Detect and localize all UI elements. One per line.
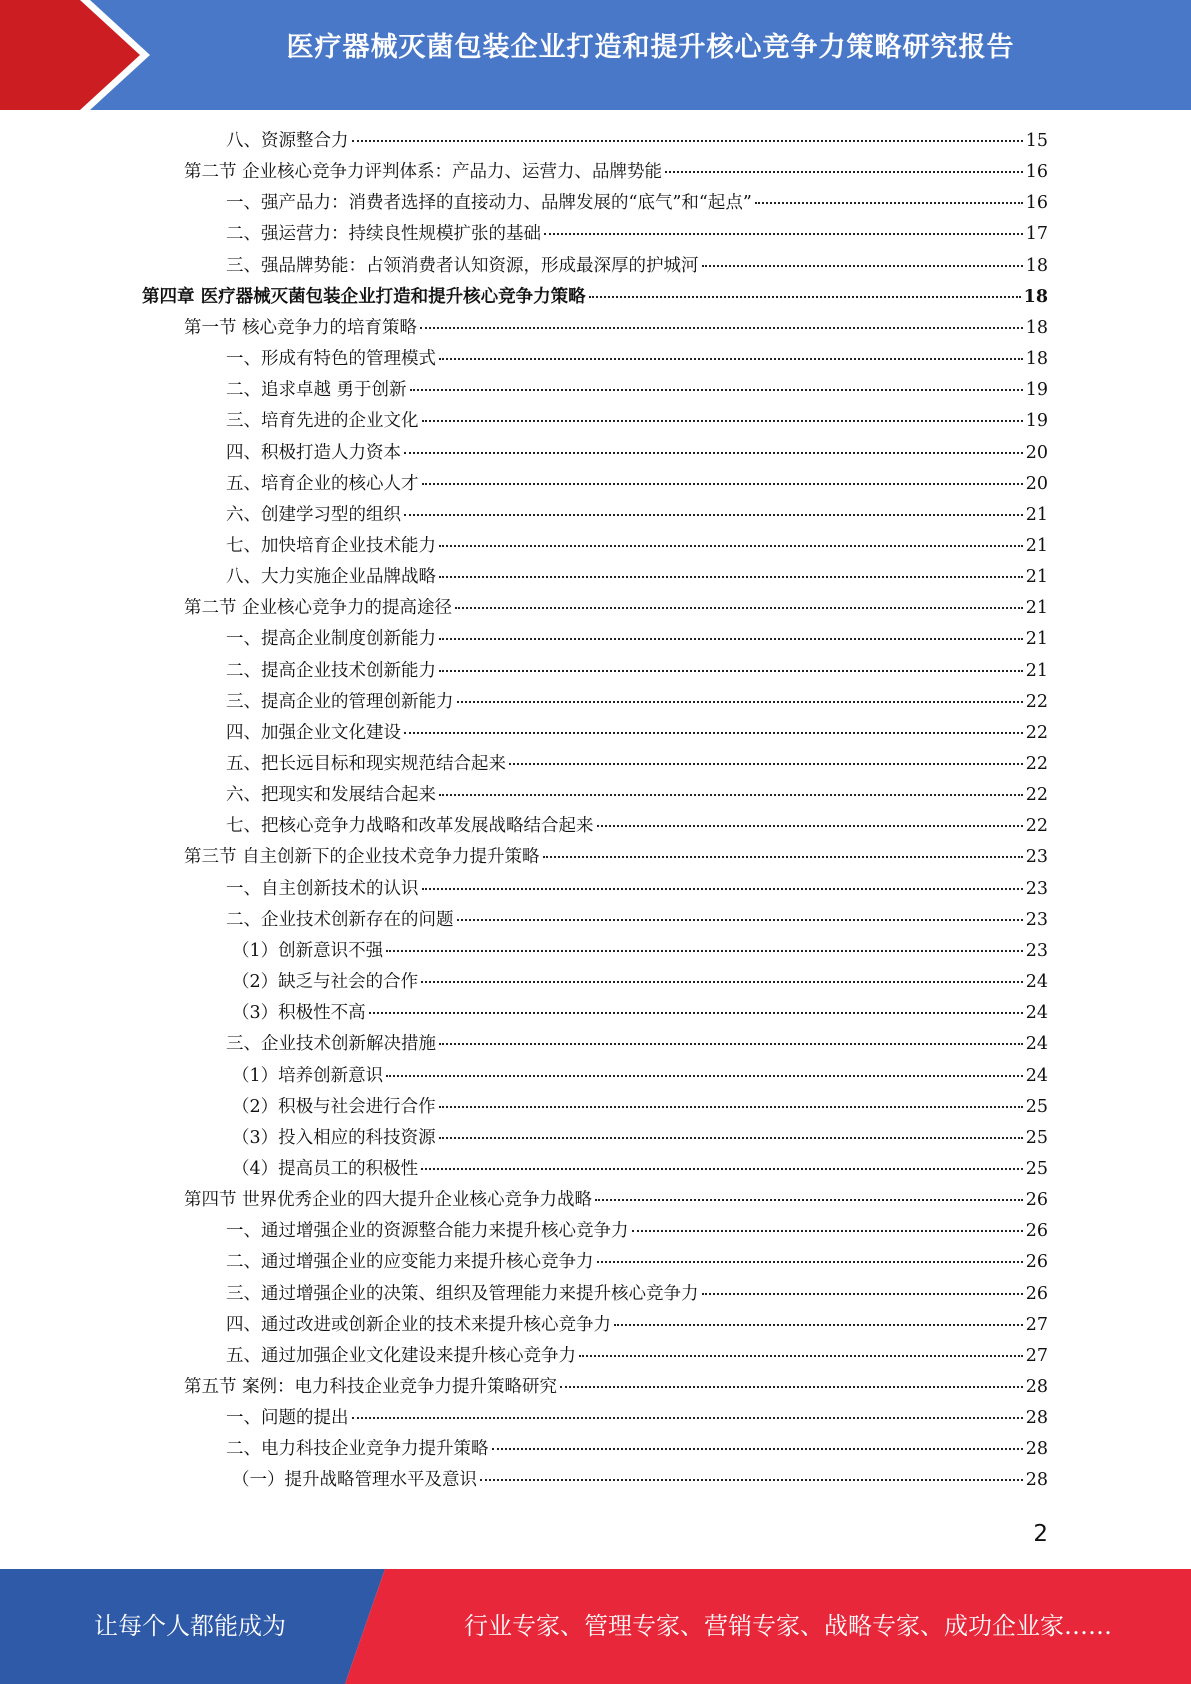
toc-entry-label: 第四章 医疗器械灭菌包装企业打造和提升核心竞争力策略 — [142, 286, 586, 307]
toc-entry-page: 22 — [1025, 691, 1048, 712]
toc-entry-label: 三、培育先进的企业文化 — [226, 411, 419, 432]
toc-entry-page: 18 — [1025, 317, 1048, 338]
toc-entry-page: 27 — [1025, 1345, 1048, 1366]
toc-entry-page: 21 — [1025, 660, 1048, 681]
toc-entry-page: 18 — [1025, 349, 1048, 370]
toc-dot-leader — [386, 1075, 1023, 1077]
toc-item-entry[interactable] — [226, 750, 1048, 781]
toc-entry-label: 四、通过改进或创新企业的技术来提升核心竞争力 — [226, 1314, 611, 1335]
toc-entry-page: 28 — [1025, 1439, 1048, 1460]
toc-entry-page: 24 — [1025, 1003, 1048, 1024]
toc-item-entry[interactable] — [232, 1062, 1048, 1093]
toc-item-entry[interactable] — [226, 1217, 1048, 1248]
toc-entry-page: 19 — [1025, 411, 1048, 432]
toc-entry-label: 第三节 自主创新下的企业技术竞争力提升策略 — [184, 847, 540, 868]
toc-item-entry[interactable] — [226, 906, 1048, 937]
toc-entry-page: 23 — [1025, 878, 1048, 899]
toc-entry-label: （1）培养创新意识 — [232, 1065, 384, 1086]
toc-entry-label: （3）投入相应的科技资源 — [232, 1127, 436, 1148]
toc-entry-label: 第二节 企业核心竞争力评判体系：产品力、运营力、品牌势能 — [184, 162, 663, 183]
toc-section-entry[interactable] — [184, 158, 1048, 189]
toc-dot-leader — [404, 732, 1023, 734]
toc-dot-leader — [352, 140, 1023, 142]
toc-dot-leader — [386, 950, 1023, 952]
toc-item-entry[interactable] — [226, 875, 1048, 906]
toc-item-entry[interactable] — [226, 189, 1048, 220]
toc-dot-leader — [455, 607, 1023, 609]
toc-dot-leader — [369, 1012, 1023, 1014]
toc-item-entry[interactable] — [232, 999, 1048, 1030]
toc-entry-page: 23 — [1025, 940, 1048, 961]
toc-dot-leader — [457, 919, 1023, 921]
toc-entry-label: 三、企业技术创新解决措施 — [226, 1034, 436, 1055]
toc-entry-page: 17 — [1025, 224, 1048, 245]
toc-dot-leader — [439, 1043, 1023, 1045]
toc-entry-label: 五、培育企业的核心人才 — [226, 473, 419, 494]
toc-entry-page: 21 — [1025, 567, 1048, 588]
toc-section-entry[interactable] — [184, 594, 1048, 625]
toc-entry-label: 三、提高企业的管理创新能力 — [226, 691, 454, 712]
toc-entry-page: 24 — [1025, 1034, 1048, 1055]
toc-entry-label: 第二节 企业核心竞争力的提高途径 — [184, 598, 453, 619]
toc-entry-label: 六、把现实和发展结合起来 — [226, 785, 436, 806]
footer-slogan-right: 行业专家、管理专家、营销专家、战略专家、成功企业家…… — [464, 1612, 1112, 1640]
toc-entry-label: 三、通过增强企业的决策、组织及管理能力来提升核心竞争力 — [226, 1283, 699, 1304]
toc-dot-leader — [439, 576, 1023, 578]
toc-entry-label: 七、把核心竞争力战略和改革发展战略结合起来 — [226, 816, 594, 837]
toc-item-entry[interactable] — [226, 501, 1048, 532]
toc-entry-page: 19 — [1025, 380, 1048, 401]
toc-entry-label: 五、通过加强企业文化建设来提升核心竞争力 — [226, 1345, 576, 1366]
toc-entry-page: 24 — [1025, 972, 1048, 993]
footer-banner — [0, 1569, 1191, 1684]
toc-entry-label: 一、问题的提出 — [226, 1408, 349, 1429]
toc-item-entry[interactable] — [226, 1280, 1048, 1311]
toc-entry-page: 20 — [1025, 473, 1048, 494]
toc-dot-leader — [560, 1386, 1023, 1388]
toc-entry-label: 七、加快培育企业技术能力 — [226, 535, 436, 556]
toc-entry-page: 22 — [1025, 816, 1048, 837]
toc-item-entry[interactable] — [226, 345, 1048, 376]
toc-entry-label: 四、积极打造人力资本 — [226, 442, 401, 463]
toc-entry-page: 16 — [1025, 193, 1048, 214]
toc-entry-label: 二、通过增强企业的应变能力来提升核心竞争力 — [226, 1252, 594, 1273]
toc-dot-leader — [544, 233, 1023, 235]
toc-item-entry[interactable] — [226, 1248, 1048, 1279]
toc-item-entry[interactable] — [226, 781, 1048, 812]
toc-entry-page: 21 — [1025, 535, 1048, 556]
toc-entry-page: 26 — [1025, 1283, 1048, 1304]
toc-item-entry[interactable] — [232, 1093, 1048, 1124]
toc-entry-page: 22 — [1025, 722, 1048, 743]
header-bar — [0, 0, 1191, 110]
toc-dot-leader — [421, 1168, 1023, 1170]
toc-entry-page: 23 — [1025, 909, 1048, 930]
footer-slogan-left: 让每个人都能成为 — [94, 1612, 286, 1640]
toc-entry-label: （4）提高员工的积极性 — [232, 1158, 419, 1179]
toc-item-entry[interactable] — [232, 1155, 1048, 1186]
toc-dot-leader — [439, 670, 1023, 672]
toc-entry-page: 15 — [1025, 131, 1048, 151]
toc-dot-leader — [439, 545, 1023, 547]
toc-item-entry[interactable] — [226, 1404, 1048, 1435]
toc-section-entry[interactable] — [184, 1373, 1048, 1404]
toc-entry-label: 第五节 案例：电力科技企业竞争力提升策略研究 — [184, 1377, 558, 1397]
toc-entry-label: 三、强品牌势能：占领消费者认知资源，形成最深厚的护城河 — [226, 255, 699, 276]
toc-item-entry[interactable] — [226, 1435, 1048, 1466]
toc-dot-leader — [755, 202, 1023, 204]
toc-dot-leader — [420, 327, 1023, 329]
toc-dot-leader — [632, 1230, 1023, 1232]
toc-dot-leader — [589, 296, 1021, 298]
toc-item-entry[interactable] — [226, 657, 1048, 688]
toc-entry-label: 二、电力科技企业竞争力提升策略 — [226, 1439, 489, 1460]
toc-item-entry[interactable] — [226, 1342, 1048, 1373]
toc-dot-leader — [439, 358, 1023, 360]
toc-entry-page: 28 — [1025, 1408, 1048, 1429]
toc-entry-label: 第四节 世界优秀企业的四大提升企业核心竞争力战略 — [184, 1190, 593, 1211]
toc-item-entry[interactable] — [232, 1466, 1048, 1497]
toc-entry-page: 26 — [1025, 1252, 1048, 1273]
toc-entry-page: 21 — [1025, 598, 1048, 619]
toc-section-entry[interactable] — [184, 1186, 1048, 1217]
toc-entry-label: （2）缺乏与社会的合作 — [232, 972, 419, 993]
toc-entry-page: 20 — [1025, 442, 1048, 463]
toc-entry-label: 一、自主创新技术的认识 — [226, 878, 419, 899]
toc-dot-leader — [597, 1261, 1023, 1263]
toc-entry-page: 21 — [1025, 504, 1048, 525]
toc-entry-label: 八、大力实施企业品牌战略 — [226, 567, 436, 588]
toc-entry-label: 一、提高企业制度创新能力 — [226, 629, 436, 650]
toc-entry-page: 24 — [1025, 1065, 1048, 1086]
toc-dot-leader — [665, 171, 1023, 173]
toc-entry-page: 16 — [1025, 162, 1048, 183]
toc-item-entry[interactable] — [226, 625, 1048, 656]
toc-item-entry[interactable] — [226, 812, 1048, 843]
toc-dot-leader — [702, 265, 1023, 267]
toc-dot-leader — [404, 514, 1023, 516]
toc-item-entry[interactable] — [226, 127, 1048, 158]
toc-entry-label: 二、追求卓越 勇于创新 — [226, 380, 407, 401]
toc-entry-label: 四、加强企业文化建设 — [226, 722, 401, 743]
toc-dot-leader — [457, 701, 1023, 703]
toc-dot-leader — [410, 389, 1023, 391]
toc-item-entry[interactable] — [232, 1124, 1048, 1155]
toc-dot-leader — [597, 825, 1023, 827]
toc-item-entry[interactable] — [226, 376, 1048, 407]
toc-item-entry[interactable] — [232, 968, 1048, 999]
toc-item-entry[interactable] — [232, 937, 1048, 968]
toc-dot-leader — [480, 1479, 1023, 1481]
toc-entry-page: 28 — [1025, 1470, 1048, 1491]
toc-item-entry[interactable] — [226, 470, 1048, 501]
toc-section-entry[interactable] — [184, 843, 1048, 874]
toc-entry-label: 八、资源整合力 — [226, 131, 349, 151]
toc-entry-page: 25 — [1025, 1158, 1048, 1179]
toc-dot-leader — [352, 1417, 1023, 1419]
toc-dot-leader — [595, 1199, 1023, 1201]
toc-section-entry[interactable] — [184, 314, 1048, 345]
toc-item-entry[interactable] — [226, 532, 1048, 563]
toc-dot-leader — [439, 1137, 1023, 1139]
toc-entry-page: 22 — [1025, 754, 1048, 774]
report-title: 医疗器械灭菌包装企业打造和提升核心竞争力策略研究报告 — [286, 32, 1015, 63]
toc-entry-label: 一、通过增强企业的资源整合能力来提升核心竞争力 — [226, 1221, 629, 1242]
page-number: 2 — [1033, 1521, 1048, 1547]
toc-dot-leader — [439, 1106, 1023, 1108]
toc-entry-label: （1）创新意识不强 — [232, 940, 384, 961]
toc-item-entry[interactable] — [226, 1311, 1048, 1342]
toc-dot-leader — [543, 856, 1023, 858]
toc-item-entry[interactable] — [226, 1030, 1048, 1061]
toc-entry-label: （一）提升战略管理水平及意识 — [232, 1470, 477, 1491]
toc-entry-label: 第一节 核心竞争力的培育策略 — [184, 317, 418, 338]
toc-item-entry[interactable] — [226, 688, 1048, 719]
toc-entry-label: 一、强产品力：消费者选择的直接动力、品牌发展的“底气”和“起点” — [226, 193, 752, 214]
toc-item-entry[interactable] — [226, 407, 1048, 438]
toc-entry-page: 21 — [1025, 629, 1048, 650]
toc-chapter-entry[interactable] — [142, 283, 1048, 314]
toc-entry-label: 二、企业技术创新存在的问题 — [226, 909, 454, 930]
toc-item-entry[interactable] — [226, 220, 1048, 251]
toc-entry-label: 一、形成有特色的管理模式 — [226, 349, 436, 370]
toc-dot-leader — [422, 483, 1023, 485]
toc-dot-leader — [404, 452, 1023, 454]
toc-entry-page: 22 — [1025, 785, 1048, 806]
toc-dot-leader — [509, 763, 1023, 765]
toc-entry-label: 六、创建学习型的组织 — [226, 504, 401, 525]
toc-dot-leader — [492, 1448, 1023, 1450]
toc-dot-leader — [422, 420, 1023, 422]
toc-entry-label: 二、强运营力：持续良性规模扩张的基础 — [226, 224, 541, 245]
toc-item-entry[interactable] — [226, 252, 1048, 283]
toc-entry-label: 二、提高企业技术创新能力 — [226, 660, 436, 681]
toc-entry-page: 25 — [1025, 1096, 1048, 1117]
toc-item-entry[interactable] — [226, 439, 1048, 470]
toc-entry-label: （3）积极性不高 — [232, 1003, 366, 1024]
toc-entry-page: 18 — [1023, 286, 1048, 307]
toc-entry-page: 26 — [1025, 1221, 1048, 1242]
toc-entry-page: 25 — [1025, 1127, 1048, 1148]
toc-entry-page: 18 — [1025, 255, 1048, 276]
toc-entry-page: 23 — [1025, 847, 1048, 868]
toc-entry-label: 五、把长远目标和现实规范结合起来 — [226, 754, 506, 774]
toc-entry-label: （2）积极与社会进行合作 — [232, 1096, 436, 1117]
toc-dot-leader — [614, 1324, 1023, 1326]
toc-dot-leader — [439, 638, 1023, 640]
toc-dot-leader — [439, 794, 1023, 796]
toc-dot-leader — [579, 1355, 1023, 1357]
toc-dot-leader — [702, 1293, 1023, 1295]
toc-entry-page: 26 — [1025, 1190, 1048, 1211]
toc-dot-leader — [422, 888, 1023, 890]
toc-item-entry[interactable] — [226, 719, 1048, 750]
toc-entry-page: 27 — [1025, 1314, 1048, 1335]
toc-dot-leader — [421, 981, 1023, 983]
toc-entry-page: 28 — [1025, 1377, 1048, 1397]
toc-item-entry[interactable] — [226, 563, 1048, 594]
